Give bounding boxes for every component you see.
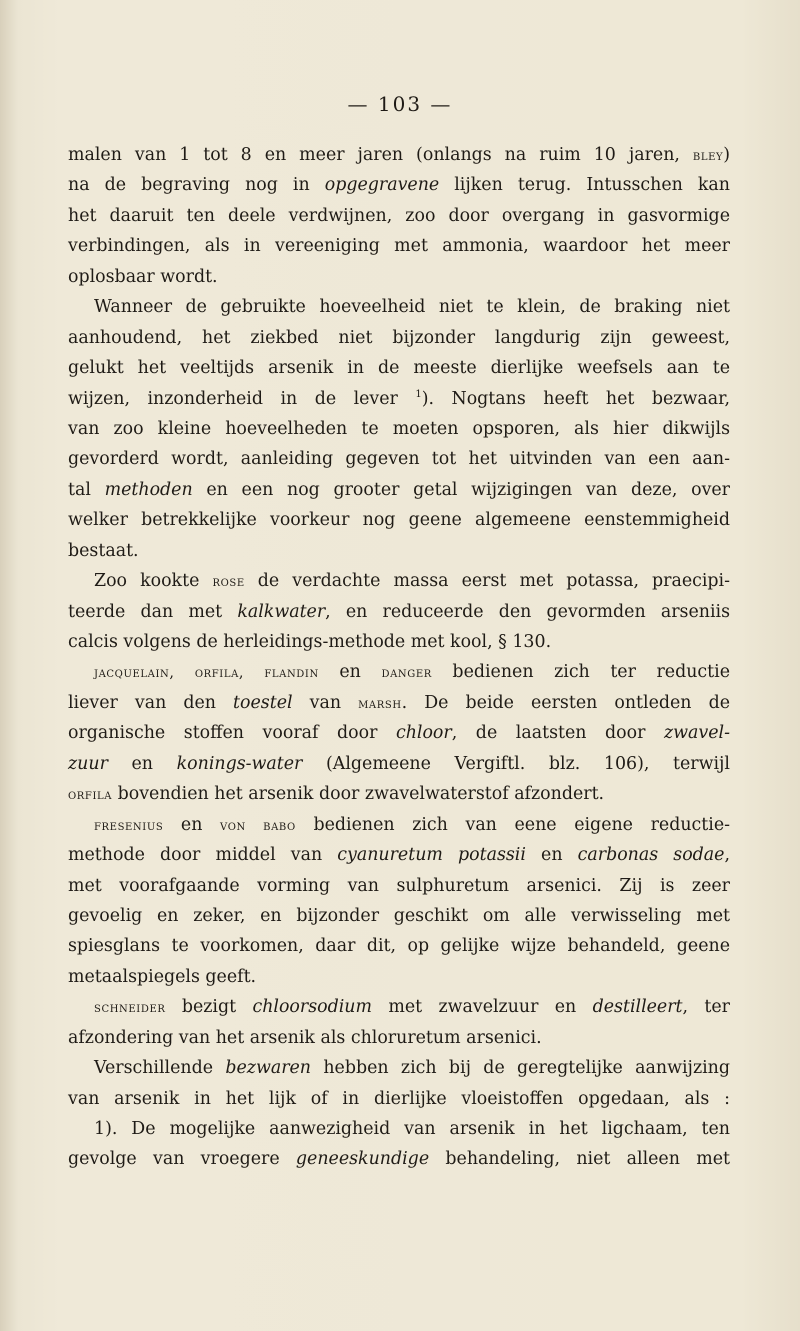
text-line: zuur en konings-water (Algemeene Vergiftl. blz. 106), terwijl xyxy=(68,753,730,774)
text-line: van arsenik in het lijk of in dierlijke vloeistoffen opgedaan, als : xyxy=(68,1088,730,1109)
text-line: orfila bovendien het arsenik door zwavelwaterstof afzondert. xyxy=(68,784,605,805)
text-line: organische stoffen vooraf door chloor, de laatsten door zwavel- xyxy=(68,723,730,744)
text-line: aanhoudend, het ziekbed niet bijzonder langdurig zijn geweest, xyxy=(68,327,730,348)
text-line: 1). De mogelijke aanwezigheid van arsenik in het ligchaam, ten xyxy=(94,1119,730,1139)
text-line: oplosbaar wordt. xyxy=(68,266,218,287)
body-text xyxy=(68,140,730,1175)
text-line: jacquelain, orfila, flandin en danger bedienen zich ter reductie xyxy=(94,662,730,683)
text-line: gevorderd wordt, aanleiding gegeven tot het uitvinden van een aan- xyxy=(68,449,730,470)
text-line: tal methoden en een nog grooter getal wijzigingen van deze, over xyxy=(68,479,730,500)
text-line: gevolge van vroegere geneeskundige behandeling, niet alleen met xyxy=(68,1149,730,1170)
text-line: methode door middel van cyanuretum potassii en carbonas sodae, xyxy=(68,845,731,866)
text-line: calcis volgens de herleidings-methode met kool, § 130. xyxy=(68,632,552,652)
page-number: — 103 — xyxy=(347,92,453,116)
text-line: liever van den toestel van marsh. De beide eersten ontleden de xyxy=(68,692,730,713)
text-line: fresenius en von babo bedienen zich van eene eigene reductie- xyxy=(94,814,730,835)
text-line: met voorafgaande vorming van sulphuretum arsenici. Zij is zeer xyxy=(68,875,730,896)
text-line: het daaruit ten deele verdwijnen, zoo door overgang in gasvormige xyxy=(68,205,730,226)
text-line: gelukt het veeltijds arsenik in de meeste dierlijke weefsels aan te xyxy=(68,358,730,379)
text-line: schneider bezigt chloorsodium met zwavelzuur en destilleert, ter xyxy=(94,997,730,1018)
text-line: bestaat. xyxy=(68,540,139,561)
text-line: wijzen, inzonderheid in de lever $^1$). Nogtans heeft het bezwaar, xyxy=(68,388,730,409)
text-line: Verschillende bezwaren hebben zich bij de geregtelijke aanwijzing xyxy=(94,1058,730,1079)
text-line: malen van 1 tot 8 en meer jaren (onlangs na ruim 10 jaren, bley) xyxy=(68,145,730,165)
text-line: afzondering van het arsenik als chloruretum arsenici. xyxy=(68,1027,542,1048)
text-line: welker betrekkelijke voorkeur nog geene algemeene eenstemmigheid xyxy=(68,510,730,531)
text-line: van zoo kleine hoeveelheden te moeten opsporen, als hier dikwijls xyxy=(68,418,730,439)
text-line: gevoelig en zeker, en bijzonder geschikt om alle verwisseling met xyxy=(68,905,730,926)
text-line: spiesglans te voorkomen, daar dit, op gelijke wijze behandeld, geene xyxy=(68,936,730,957)
text-line: teerde dan met kalkwater, en reduceerde den gevormden arseniis xyxy=(68,601,730,622)
text-line: verbindingen, als in vereeniging met ammonia, waardoor het meer xyxy=(68,236,730,257)
text-line: na de begraving nog in opgegravene lijken terug. Intusschen kan xyxy=(68,175,731,196)
text-line: metaalspiegels geeft. xyxy=(68,966,257,987)
footnote-marker: 1 xyxy=(415,388,422,400)
text-line: Zoo kookte rose de verdachte massa eerst met potassa, praecipi- xyxy=(94,571,730,592)
text-line: Wanneer de gebruikte hoeveelheid niet te klein, de braking niet xyxy=(94,297,730,318)
